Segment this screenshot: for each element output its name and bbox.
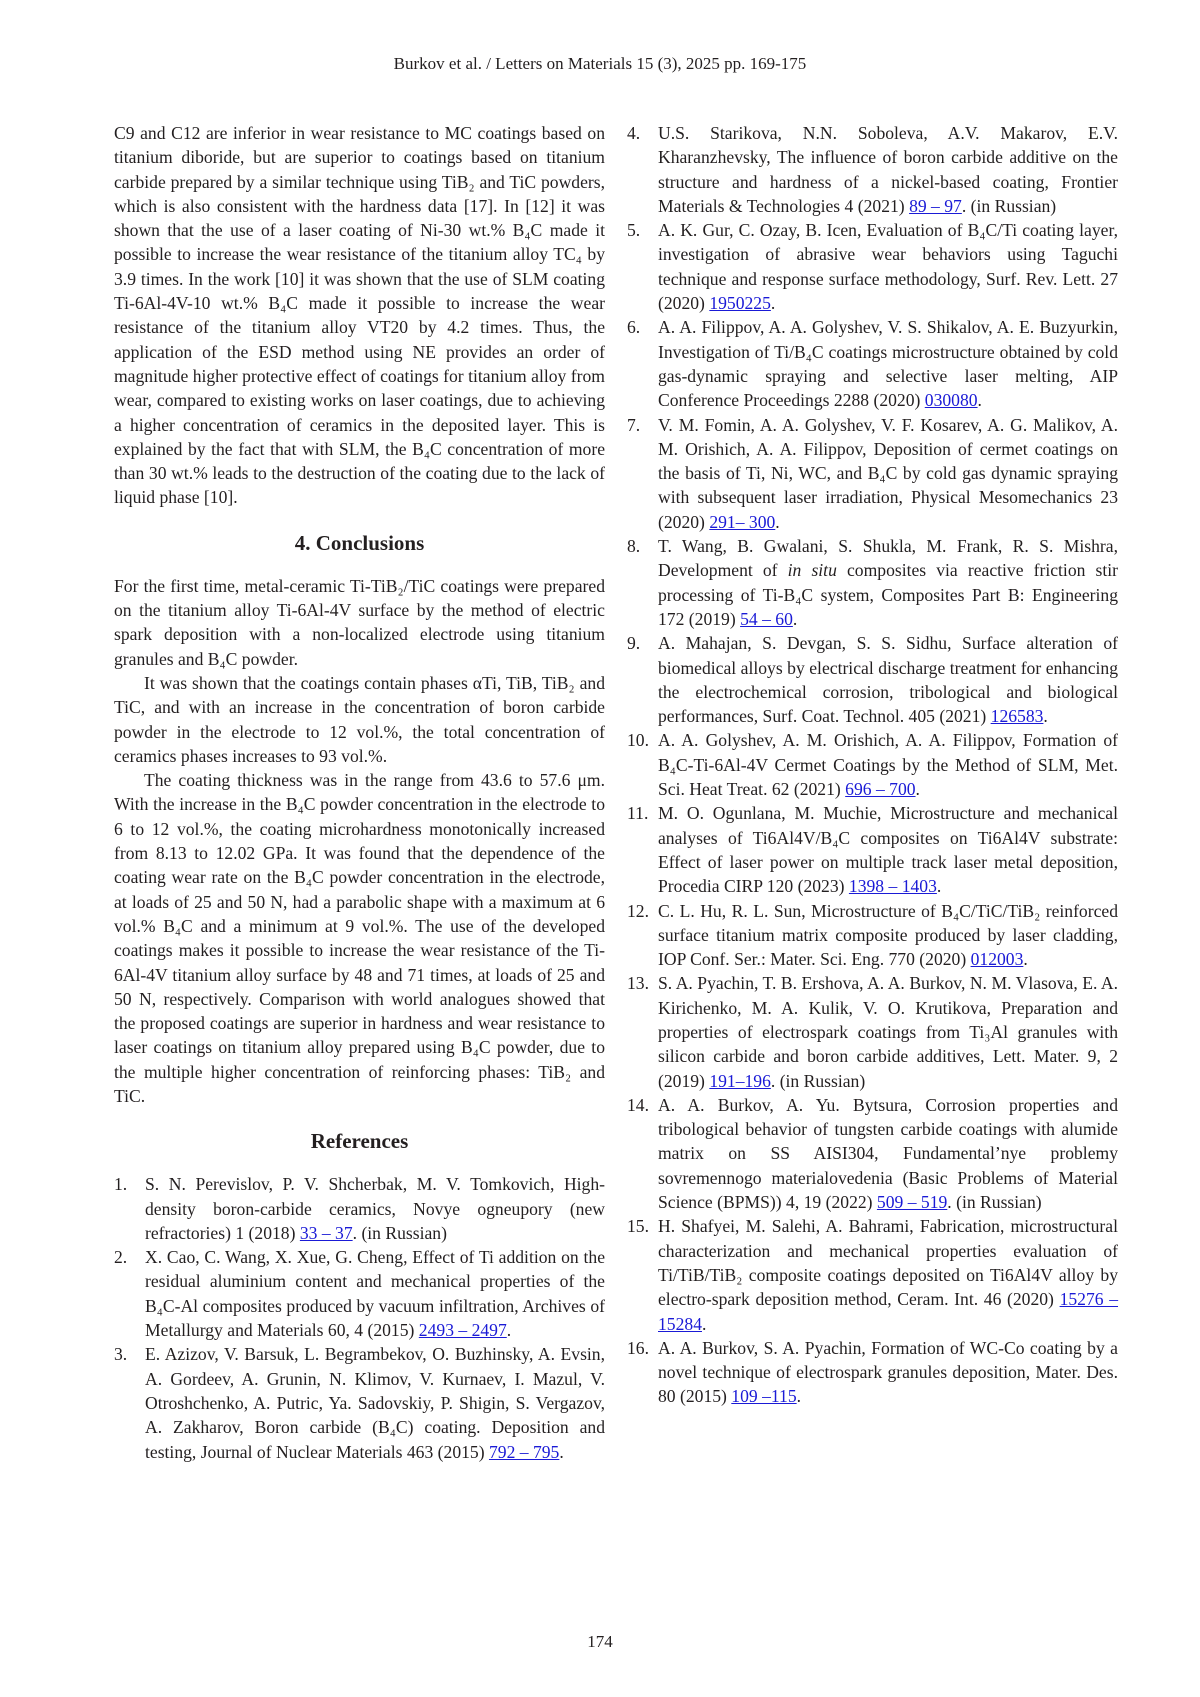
reference-text-run: . (in Russian) (947, 1192, 1041, 1212)
reference-text-run: . (775, 512, 779, 532)
reference-text (658, 413, 1118, 534)
reference-text-run: . (in Russian) (353, 1223, 447, 1243)
reference-text (145, 1342, 605, 1463)
reference-text-run: . (916, 779, 920, 799)
reference-item (627, 534, 1118, 631)
reference-text (658, 1214, 1118, 1335)
reference-number: 14. (627, 1093, 658, 1214)
reference-page-link[interactable]: 1398 – 1403 (849, 876, 937, 896)
reference-text-run: . (in Russian) (962, 196, 1056, 216)
reference-number: 9. (627, 631, 658, 728)
reference-text (658, 631, 1118, 728)
reference-item (627, 218, 1118, 315)
reference-page-link[interactable]: 030080 (925, 390, 978, 410)
reference-item (627, 121, 1118, 218)
body-paragraph: C9 and C12 are inferior in wear resistance to MC coatings based on titanium diboride, but are superior to coatings based on titanium carbide prepared by a similar technique using TiB₂ and TiC powders, which is also consistent with the hardness data [17]. In [12] it was shown that the use of a laser coating of Ni-30 wt.% B₄C made it possible to increase the wear resistance of the titanium alloy TC₄ by 3.9 times. In the work [10] it was shown that the use of SLM coating Ti-6Al-4V-10 wt.% B₄C made it possible to increase the wear resistance of the titanium alloy VT20 by 4.2 times. Thus, the application of the ESD method using NE provides an order of magnitude higher protective effect of coatings for titanium alloy from wear, compared to existing works on laser coatings, due to achieving a higher concentration of ceramics in the deposited layer. This is explained by the fact that with SLM, the B₄C concentration of more than 30 wt.% leads to the destruction of the coating due to the lack of liquid phase [10]. (114, 121, 605, 510)
reference-text-run: A. K. Gur, C. Ozay, B. Icen, Evaluation of B₄C/Ti coating layer, investigation of abrasive wear behaviors using Taguchi technique and response surface methodology, Surf. Rev. Lett. 27 (2020) (658, 220, 1118, 313)
reference-text (658, 728, 1118, 801)
reference-page-link[interactable]: 509 – 519 (877, 1192, 947, 1212)
reference-text-run: . (1023, 949, 1027, 969)
running-header: Burkov et al. / Letters on Materials 15 (3), 2025 pp. 169-175 (0, 54, 1200, 74)
reference-number: 16. (627, 1336, 658, 1409)
reference-text-run: . (793, 609, 797, 629)
reference-text-run: . (771, 293, 775, 313)
reference-text-run: . (797, 1386, 801, 1406)
reference-text (658, 1336, 1118, 1409)
reference-text-run: . (1043, 706, 1047, 726)
reference-text (658, 315, 1118, 412)
reference-text-run: . (978, 390, 982, 410)
reference-text-run: . (in Russian) (771, 1071, 865, 1091)
reference-text (658, 218, 1118, 315)
reference-item (627, 1093, 1118, 1214)
reference-page-link[interactable]: 291– 300 (709, 512, 775, 532)
reference-number: 15. (627, 1214, 658, 1335)
reference-number: 1. (114, 1172, 145, 1245)
reference-text-run: X. Cao, C. Wang, X. Xue, G. Cheng, Effect of Ti addition on the residual aluminium content and mechanical properties of the B₄C-Al composites produced by vacuum infiltration, Archives of Metallurgy and Materials 60, 4 (2015) (145, 1247, 605, 1340)
reference-number: 13. (627, 971, 658, 1092)
reference-page-link[interactable]: 2493 – 2497 (419, 1320, 507, 1340)
reference-item (627, 728, 1118, 801)
reference-text-run: S. A. Pyachin, T. B. Ershova, A. A. Burkov, N. M. Vlasova, E. A. Kirichenko, M. A. Kulik, V. O. Krutikova, Preparation and properties of electrospark coatings from Ti₃Al granules with silicon carbide and boron carbide additives, Lett. Mater. 9, 2 (2019) (658, 973, 1118, 1090)
right-column (627, 121, 1118, 1409)
conclusions-paragraph: For the first time, metal-ceramic Ti-TiB₂/TiC coatings were prepared on the titanium alloy Ti-6Al-4V surface by the method of electric spark deposition with a non-localized electrode using titanium granules and B₄C powder. (114, 574, 605, 671)
reference-number: 7. (627, 413, 658, 534)
reference-text-run: T. Wang, B. Gwalani, S. Shukla, M. Frank, R. S. Mishra, Development of (658, 536, 1118, 580)
reference-text-run: . (559, 1442, 563, 1462)
reference-number: 6. (627, 315, 658, 412)
reference-item (627, 631, 1118, 728)
reference-text (658, 899, 1118, 972)
reference-number: 12. (627, 899, 658, 972)
reference-text-run: U.S. Starikova, N.N. Soboleva, A.V. Makarov, E.V. Kharanzhevsky, The influence of boron carbide additive on the structure and hardness of a nickel-based coating, Frontier Materials & Technologies 4 (2021) (658, 123, 1118, 216)
reference-text-run: A. A. Golyshev, A. M. Orishich, A. A. Filippov, Formation of B₄C-Ti-6Al-4V Cermet Coatings by the Method of SLM, Met. Sci. Heat Treat. 62 (2021) (658, 730, 1118, 799)
reference-number: 10. (627, 728, 658, 801)
reference-text-run: composites via reactive friction stir processing of Ti-B₄C system, Composites Part B: Engineering 172 (2019) (658, 560, 1118, 629)
reference-item (627, 801, 1118, 898)
reference-item (627, 1214, 1118, 1335)
reference-page-link[interactable]: 15276 –15284 (658, 1289, 1118, 1333)
reference-number: 3. (114, 1342, 145, 1463)
italic-term: in situ (788, 560, 837, 580)
reference-number: 8. (627, 534, 658, 631)
reference-text-run: H. Shafyei, M. Salehi, A. Bahrami, Fabrication, microstructural characterization and mechanical properties evaluation of Ti/TiB/TiB₂ composite coatings deposited on Ti6Al4V alloy by electro-spark deposition method, Ceram. Int. 46 (2020) (658, 1216, 1118, 1309)
reference-page-link[interactable]: 109 –115 (731, 1386, 796, 1406)
page-number: 174 (0, 1632, 1200, 1652)
left-column (114, 121, 605, 1464)
reference-page-link[interactable]: 696 – 700 (845, 779, 915, 799)
conclusions-paragraph: The coating thickness was in the range from 43.6 to 57.6 μm. With the increase in the B₄C powder concentration in the electrode to 6 to 12 vol.%, the coating microhardness monotonically increased from 8.13 to 12.02 GPa. It was found that the dependence of the coating wear rate on the B₄C powder concentration in the electrode, at loads of 25 and 50 N, had a parabolic shape with a maximum at 6 vol.% B₄C and a minimum at 9 vol.%. The use of the developed coatings makes it possible to increase the wear resistance of the Ti-6Al-4V titanium alloy surface by 48 and 71 times, at loads of 25 and 50 N, respectively. Comparison with world analogues showed that the proposed coatings are superior in hardness and wear resistance to laser coatings on titanium alloy prepared using B₄C powder, due to the multiple higher concentration of reinforcing phases: TiB₂ and TiC. (114, 768, 605, 1108)
reference-list-left (114, 1172, 605, 1464)
reference-number: 4. (627, 121, 658, 218)
reference-text-run: A. Mahajan, S. Devgan, S. S. Sidhu, Surface alteration of biomedical alloys by electrical discharge treatment for enhancing the electrochemical corrosion, tribological and biological performances, Surf. Coat. Technol. 405 (2021) (658, 633, 1118, 726)
reference-text (658, 121, 1118, 218)
reference-text-run: . (507, 1320, 511, 1340)
conclusions-paragraph: It was shown that the coatings contain phases αTi, TiB, TiB₂ and TiC, and with an increase in the concentration of boron carbide powder in the electrode to 12 vol.%, the total concentration of ceramics phases increases to 93 vol.%. (114, 671, 605, 768)
reference-text (145, 1245, 605, 1342)
reference-page-link[interactable]: 89 – 97 (909, 196, 962, 216)
reference-item (627, 971, 1118, 1092)
reference-text (658, 1093, 1118, 1214)
reference-item (627, 899, 1118, 972)
reference-item (114, 1342, 605, 1463)
reference-text (658, 801, 1118, 898)
section-heading-conclusions: 4. Conclusions (114, 530, 605, 556)
reference-text-run: V. M. Fomin, A. A. Golyshev, V. F. Kosarev, A. G. Malikov, A. M. Orishich, A. A. Filippov, Deposition of cermet coatings on the basis of Ti, Ni, WC, and B₄C by cold gas dynamic spraying with subsequent laser irradiation, Physical Mesomechanics 23 (2020) (658, 415, 1118, 532)
reference-page-link[interactable]: 792 – 795 (489, 1442, 559, 1462)
reference-item (627, 1336, 1118, 1409)
reference-page-link[interactable]: 191–196 (709, 1071, 771, 1091)
reference-item (114, 1172, 605, 1245)
reference-number: 11. (627, 801, 658, 898)
reference-page-link[interactable]: 33 – 37 (300, 1223, 353, 1243)
reference-text-run: S. N. Perevislov, P. V. Shcherbak, M. V. Tomkovich, High-density boron-carbide ceramics, Novye ogneupory (new refractories) 1 (2018) (145, 1174, 605, 1243)
reference-page-link[interactable]: 54 – 60 (740, 609, 793, 629)
reference-text-run: A. A. Burkov, A. Yu. Bytsura, Corrosion properties and tribological behavior of tungsten carbide coatings with alumide matrix on SS AISI304, Fundamental’nye problemy sovremennogo materialovedenia (Basic Problems of Material Science (BPMS)) 4, 19 (2022) (658, 1095, 1118, 1212)
reference-text-run: E. Azizov, V. Barsuk, L. Begrambekov, O. Buzhinsky, A. Evsin, A. Gordeev, A. Grunin, N. Klimov, V. Kurnaev, I. Mazul, V. Otroshchenko, A. Putric, Ya. Sadovskiy, P. Shigin, S. Vergazov, A. Zakharov, Boron carbide (B₄C) coating. Deposition and testing, Journal of Nuclear Materials 463 (2015) (145, 1344, 605, 1461)
reference-number: 2. (114, 1245, 145, 1342)
reference-text (658, 534, 1118, 631)
reference-text (658, 971, 1118, 1092)
reference-text-run: A. A. Filippov, A. A. Golyshev, V. S. Shikalov, A. E. Buzyurkin, Investigation of Ti/B₄C coatings microstructure obtained by cold gas-dynamic spraying and selective laser melting, AIP Conference Proceedings 2288 (2020) (658, 317, 1118, 410)
reference-page-link[interactable]: 126583 (991, 706, 1044, 726)
reference-list-right (627, 121, 1118, 1409)
section-heading-references: References (114, 1128, 605, 1154)
reference-text (145, 1172, 605, 1245)
reference-item (114, 1245, 605, 1342)
reference-page-link[interactable]: 012003 (971, 949, 1024, 969)
reference-text-run: . (702, 1314, 706, 1334)
reference-text-run: C. L. Hu, R. L. Sun, Microstructure of B₄C/TiC/TiB₂ reinforced surface titanium matrix composite produced by laser cladding, IOP Conf. Ser.: Mater. Sci. Eng. 770 (2020) (658, 901, 1118, 970)
reference-item (627, 413, 1118, 534)
reference-text-run: M. O. Ogunlana, M. Muchie, Microstructure and mechanical analyses of Ti6Al4V/B₄C composites on Ti6Al4V substrate: Effect of laser power on multiple track laser metal deposition, Procedia CIRP 120 (2023) (658, 803, 1118, 896)
reference-page-link[interactable]: 1950225 (709, 293, 771, 313)
reference-number: 5. (627, 218, 658, 315)
reference-text-run: A. A. Burkov, S. A. Pyachin, Formation of WC-Co coating by a novel technique of electrospark granules deposition, Mater. Des. 80 (2015) (658, 1338, 1118, 1407)
reference-item (627, 315, 1118, 412)
reference-text-run: . (937, 876, 941, 896)
